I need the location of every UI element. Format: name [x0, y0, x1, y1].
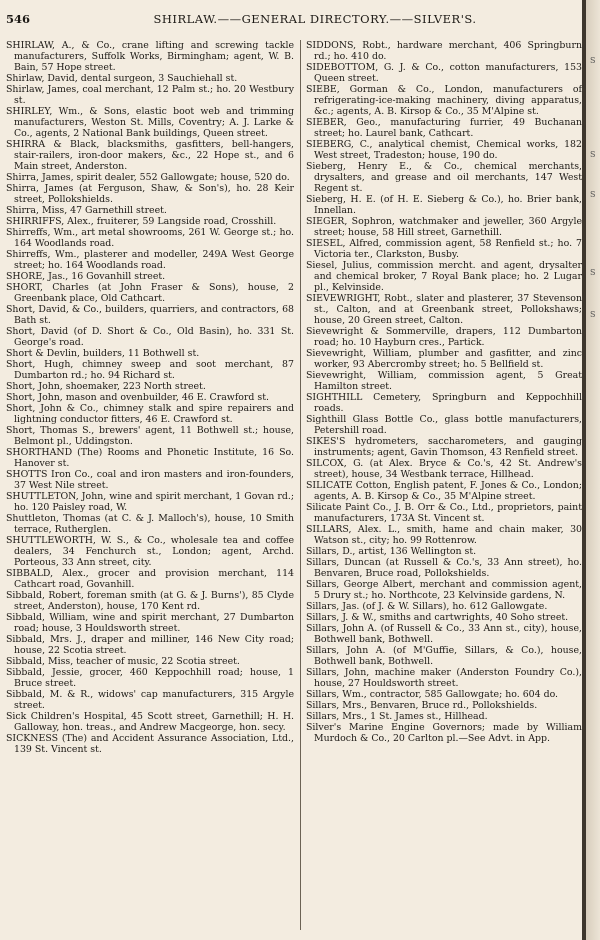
- directory-entry: SILICATE Cotton, English patent, F. Jones & Co., London; agents, A. B. Kirsop & Co., 35 M'Alpine street.: [306, 480, 582, 502]
- directory-entry: Short, John & Co., chimney stalk and spire repairers and lightning conductor fitters, 46 E. Crawford st.: [6, 403, 294, 425]
- directory-entry: Short, Thomas S., brewers' agent, 11 Bothwell st.; house, Belmont pl., Uddingston.: [6, 425, 294, 447]
- directory-entry: SIEBERG, C., analytical chemist, Chemical works, 182 West street, Tradeston; house, 190 do.: [306, 139, 582, 161]
- directory-entry: Shirlaw, David, dental surgeon, 3 Sauchiehall st.: [6, 73, 238, 84]
- directory-entry: Short, David, & Co., builders, quarriers, and contractors, 68 Bath st.: [6, 304, 294, 326]
- directory-entry: Sibbald, William, wine and spirit merchant, 27 Dumbarton road; house, 3 Houldsworth street.: [6, 612, 294, 634]
- directory-entry: SIEGER, Sophron, watchmaker and jeweller, 360 Argyle street; house, 58 Hill street, Garnethill.: [306, 216, 582, 238]
- directory-entry: Sieberg, H. E. (of H. E. Sieberg & Co.), ho. Brier bank, Innellan.: [306, 194, 582, 216]
- directory-entry: SIEBE, Gorman & Co., London, manufacturers of refrigerating-ice-making machinery, diving apparatus, &c.; agents, A. B. Kirsop & Co., 35 M'Alpine st.: [306, 84, 582, 117]
- directory-entry: Shirra, James, spirit dealer, 552 Gallowgate; house, 520 do.: [6, 172, 290, 183]
- directory-entry: SHIRRA & Black, blacksmiths, gasfitters, bell-hangers, stair-railers, iron-door makers, &c., 22 Hope st., and 6 Main street, Anderston.: [6, 139, 294, 172]
- directory-entry: Sillars, Duncan (at Russell & Co.'s, 33 Ann street), ho. Benvaren, Bruce road, Pollokshields.: [306, 557, 582, 579]
- directory-entry: Sibbald, Jessie, grocer, 460 Keppochhill road; house, 1 Bruce street.: [6, 667, 294, 689]
- edge-letter: S: [590, 56, 596, 65]
- directory-entry: Shirlaw, James, coal merchant, 12 Palm st.; ho. 20 Westbury st.: [6, 84, 294, 106]
- directory-entry: Short, John, mason and ovenbuilder, 46 E. Crawford st.: [6, 392, 269, 403]
- directory-entry: Sillars, Jas. (of J. & W. Sillars), ho. 612 Gallowgate.: [306, 601, 548, 612]
- directory-entry: Sibbald, M. & R., widows' cap manufacturers, 315 Argyle street.: [6, 689, 294, 711]
- directory-entry: SHORE, Jas., 16 Govanhill street.: [6, 271, 166, 282]
- directory-entry: Silver's Marine Engine Governors; made by William Murdoch & Co., 20 Carlton pl.—See Advt. in App.: [306, 722, 582, 744]
- edge-letter: S: [590, 310, 596, 319]
- directory-entry: Sighthill Glass Bottle Co., glass bottle manufacturers, Petershill road.: [306, 414, 582, 436]
- directory-entry: Sillars, John A. (of Russell & Co., 33 Ann st., city), house, Bothwell bank, Bothwell.: [306, 623, 582, 645]
- directory-entry: Sillars, Mrs., Benvaren, Bruce rd., Pollokshields.: [306, 700, 538, 711]
- directory-entry: Sievewright, William, commission agent, 5 Great Hamilton street.: [306, 370, 582, 392]
- edge-letter: S: [590, 150, 596, 159]
- directory-entry: Silicate Paint Co., J. B. Orr & Co., Ltd., proprietors, paint manufacturers, 173A St. Vincent st.: [306, 502, 582, 524]
- column-divider: [300, 40, 301, 930]
- page-header: [6, 12, 580, 28]
- directory-entry: SIEBER, Geo., manufacturing furrier, 49 Buchanan street; ho. Laurel bank, Cathcart.: [306, 117, 582, 139]
- directory-entry: Sillars, George Albert, merchant and commission agent, 5 Drury st.; ho. Northcote, 23 Kelvinside gardens, N.: [306, 579, 582, 601]
- directory-entry: SHORTHAND (The) Rooms and Phonetic Institute, 16 So. Hanover st.: [6, 447, 294, 469]
- directory-entry: Short & Devlin, builders, 11 Bothwell st.: [6, 348, 200, 359]
- directory-entry: Shirra, Miss, 47 Garnethill street.: [6, 205, 167, 216]
- directory-entry: SHUTTLEWORTH, W. S., & Co., wholesale tea and coffee dealers, 34 Fenchurch st., London; agent, Archd. Porteous, 33 Ann street, city.: [6, 535, 294, 568]
- directory-entry: Siesel, Julius, commission mercht. and agent, drysalter and chemical broker, 7 Royal Bank place; ho. 2 Lugar pl., Kelvinside.: [306, 260, 582, 293]
- directory-entry: Sibbald, Miss, teacher of music, 22 Scotia street.: [6, 656, 240, 667]
- directory-entry: SHORT, Charles (at John Fraser & Sons), house, 2 Greenbank place, Old Cathcart.: [6, 282, 294, 304]
- directory-entry: Sillars, D., artist, 136 Wellington st.: [306, 546, 477, 557]
- directory-entry: SIEVEWRIGHT, Robt., slater and plasterer, 37 Stevenson st., Calton, and at Greenbank street, Pollokshaws; house, 20 Green street, Calton.: [306, 293, 582, 326]
- directory-entry: SIDEBOTTOM, G. J. & Co., cotton manufacturers, 153 Queen street.: [306, 62, 582, 84]
- directory-entry: SILLARS, Alex. L., smith, hame and chain maker, 30 Watson st., city; ho. 99 Rottenrow.: [306, 524, 582, 546]
- directory-entry: Sievewright & Sommerville, drapers, 112 Dumbarton road; ho. 10 Hayburn cres., Partick.: [306, 326, 582, 348]
- directory-entry: Sillars, John, machine maker (Anderston Foundry Co.), house, 27 Houldsworth street.: [306, 667, 582, 689]
- directory-entry: Shuttleton, Thomas (at C. & J. Malloch's), house, 10 Smith terrace, Rutherglen.: [6, 513, 294, 535]
- directory-entry: SILCOX, G. (at Alex. Bryce & Co.'s, 42 St. Andrew's street), house, 34 Westbank terrace, Hillhead.: [306, 458, 582, 480]
- directory-entry: SHIRLEY, Wm., & Sons, elastic boot web and trimming manufacturers, Weston St. Mills, Coventry; A. J. Larke & Co., agents, 2 National Bank buildings, Queen street.: [6, 106, 294, 139]
- right-column: [306, 40, 582, 744]
- directory-entry: Sieberg, Henry E., & Co., chemical merchants, drysalters, and grease and oil merchants, 147 West Regent st.: [306, 161, 582, 194]
- directory-entry: SIKES'S hydrometers, saccharometers, and gauging instruments; agent, Gavin Thomson, 43 Renfield street.: [306, 436, 582, 458]
- edge-letter: S: [590, 190, 596, 199]
- directory-entry: Sibbald, Mrs. J., draper and milliner, 146 New City road; house, 22 Scotia street.: [6, 634, 294, 656]
- directory-entry: Sillars, J. & W., smiths and cartwrights, 40 Soho street.: [306, 612, 569, 623]
- directory-entry: SHIRRIFFS, Alex., fruiterer, 59 Langside road, Crosshill.: [6, 216, 277, 227]
- directory-entry: SHUTTLETON, John, wine and spirit merchant, 1 Govan rd.; ho. 120 Paisley road, W.: [6, 491, 294, 513]
- page-number: 546: [6, 12, 31, 26]
- directory-entry: SIBBALD, Alex., grocer and provision merchant, 114 Cathcart road, Govanhill.: [6, 568, 294, 590]
- directory-entry: Sibbald, Robert, foreman smith (at G. & J. Burns'), 85 Clyde street, Anderston), house, 170 Kent rd.: [6, 590, 294, 612]
- directory-entry: Sillars, Mrs., 1 St. James st., Hillhead.: [306, 711, 488, 722]
- directory-entry: Short, Hugh, chimney sweep and soot merchant, 87 Dumbarton rd.; ho. 94 Richard st.: [6, 359, 294, 381]
- adjacent-page-edge: [586, 0, 600, 940]
- directory-entry: Shirra, James (at Ferguson, Shaw, & Son's), ho. 28 Keir street, Pollokshields.: [6, 183, 294, 205]
- directory-entry: Short, David (of D. Short & Co., Old Basin), ho. 331 St. George's road.: [6, 326, 294, 348]
- directory-entry: Short, John, shoemaker, 223 North street.: [6, 381, 206, 392]
- directory-entry: Shirreffs, Wm., plasterer and modeller, 249A West George street; ho. 164 Woodlands road.: [6, 249, 294, 271]
- directory-entry: Shirreffs, Wm., art metal showrooms, 261 W. George st.; ho. 164 Woodlands road.: [6, 227, 294, 249]
- directory-entry: SHIRLAW, A., & Co., crane lifting and screwing tackle manufacturers, Suffolk Works, Birmingham; agent, W. B. Bain, 57 Hope street.: [6, 40, 294, 73]
- directory-entry: Sillars, John A. (of M'Guffie, Sillars, & Co.), house, Bothwell bank, Bothwell.: [306, 645, 582, 667]
- directory-entry: Sillars, Wm., contractor, 585 Gallowgate; ho. 604 do.: [306, 689, 559, 700]
- directory-entry: SICKNESS (The) and Accident Assurance Association, Ltd., 139 St. Vincent st.: [6, 733, 294, 755]
- edge-letter: S: [590, 268, 596, 277]
- directory-entry: SIESEL, Alfred, commission agent, 58 Renfield st.; ho. 7 Victoria ter., Clarkston, Busby.: [306, 238, 582, 260]
- directory-entry: SHOTTS Iron Co., coal and iron masters and iron-founders, 37 West Nile street.: [6, 469, 294, 491]
- directory-entry: Sick Children's Hospital, 45 Scott street, Garnethill; H. H. Galloway, hon. treas., and Andrew Macgeorge, hon. secy.: [6, 711, 294, 733]
- running-title: SHIRLAW.——GENERAL DIRECTORY.——SILVER'S.: [153, 12, 477, 26]
- left-column: [6, 40, 294, 755]
- directory-entry: SIDDONS, Robt., hardware merchant, 406 Springburn rd.; ho. 410 do.: [306, 40, 582, 62]
- directory-entry: Sievewright, William, plumber and gasfitter, and zinc worker, 93 Abercromby street; ho. 5 Bellfield st.: [306, 348, 582, 370]
- directory-entry: SIGHTHILL Cemetery, Springburn and Keppochhill roads.: [306, 392, 582, 414]
